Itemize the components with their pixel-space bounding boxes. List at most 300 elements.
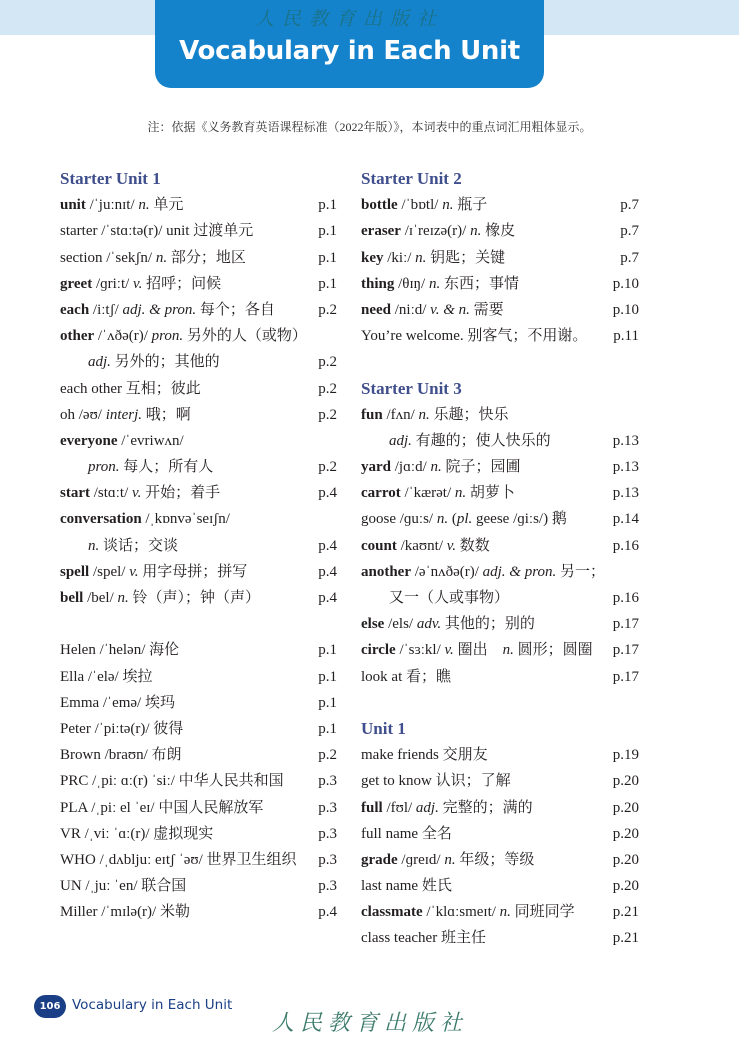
part-of-speech: pron. (88, 459, 120, 476)
page-reference: p.19 (612, 747, 639, 764)
entry-text (361, 826, 452, 842)
entry-segment: /kiː/ (383, 249, 416, 266)
entry-segment: WHO /ˌdʌbljuː eɪtʃ ˈəʊ/ 世界卫生组织 (60, 851, 297, 868)
page-reference: p.7 (620, 223, 639, 240)
entry-text (60, 250, 246, 266)
vocab-entry (361, 297, 639, 323)
header-tab (155, 0, 544, 88)
entry-segment: /əˈnʌðə(r)/ (411, 563, 483, 580)
entry-text (361, 223, 515, 239)
vocab-entry (60, 585, 337, 611)
key-word: spell (60, 563, 90, 580)
entry-segment: /kaʊnt/ (396, 537, 447, 554)
entry-segment: make friends 交朋友 (361, 747, 488, 764)
entry-segment: ( (448, 511, 457, 528)
unit-heading (361, 376, 639, 402)
entry-segment: 又一（人或事物） (389, 590, 510, 606)
vocab-entry (60, 376, 337, 402)
part-of-speech: adj. (389, 432, 412, 449)
unit-heading (361, 166, 639, 192)
entry-text (60, 904, 190, 920)
vocab-entry (361, 218, 639, 244)
vocabulary-column-right (361, 166, 639, 952)
entry-segment: 谈话；交谈 (99, 537, 179, 554)
entry-text (361, 407, 509, 423)
entry-text (60, 459, 213, 475)
part-of-speech: adj. (88, 354, 111, 371)
part-of-speech: adj. & pron. (482, 563, 557, 580)
entry-segment: 数数 (456, 537, 490, 554)
vocab-entry (60, 271, 337, 297)
page-reference: p.2 (318, 354, 337, 371)
page-reference: p.3 (318, 825, 337, 842)
page-reference: p.2 (318, 301, 337, 318)
page-reference: p.16 (612, 590, 639, 606)
vocab-entry (60, 428, 337, 454)
entry-segment: /els/ (384, 616, 417, 633)
key-word: yard (361, 459, 391, 476)
vocab-entry (60, 873, 337, 899)
entry-segment: PLA /ˌpiː el ˈeɪ/ 中国人民解放军 (60, 799, 264, 816)
vocab-entry (60, 795, 337, 821)
entry-segment: /ɪˈreɪzə(r)/ (400, 223, 471, 240)
page-reference: p.2 (318, 459, 337, 476)
page-reference: p.1 (318, 197, 337, 214)
vocab-entry (60, 533, 337, 559)
page-reference: p.1 (318, 275, 337, 292)
entry-segment: /ˈsɜːkl/ (395, 642, 445, 659)
entry-text (60, 564, 247, 580)
vocab-entry (361, 271, 639, 297)
vocab-entry (60, 480, 337, 506)
entry-segment: 铃（声）；钟（声） (128, 590, 261, 606)
unit-heading (60, 166, 337, 192)
entry-text (361, 616, 535, 632)
page-reference: p.11 (613, 328, 639, 345)
entry-segment: 哦；啊 (141, 406, 191, 423)
entry-text (60, 590, 260, 606)
entry-text (60, 328, 307, 344)
page-reference: p.10 (612, 301, 639, 318)
page-reference: p.4 (318, 590, 337, 606)
part-of-speech: n. (454, 485, 467, 502)
part-of-speech: n. (88, 537, 100, 554)
entry-text (361, 747, 488, 763)
entry-text (60, 223, 253, 239)
entry-segment: /ˈbɒtl/ (397, 197, 443, 214)
vocab-entry (60, 742, 337, 768)
key-word: key (361, 249, 384, 266)
entry-segment: /ˈjuːnɪt/ (85, 197, 139, 214)
page-reference: p.16 (612, 537, 639, 554)
spacer (361, 349, 639, 375)
vocab-entry (60, 637, 337, 663)
spacer (361, 690, 639, 716)
entry-text (361, 590, 509, 606)
key-word: carrot (361, 485, 401, 502)
entry-segment: /ɡreɪd/ (397, 851, 445, 868)
unit-heading-text: Unit 1 (361, 718, 406, 738)
footer-publisher-logo: 人民教育出版社 (271, 1011, 468, 1036)
entry-text (361, 852, 534, 868)
entry-segment: 橡皮 (481, 223, 516, 240)
entry-segment: Peter /ˈpiːtə(r)/ 彼得 (60, 720, 184, 737)
entry-segment: oh /əʊ/ (60, 406, 106, 423)
entry-segment: 院子；园圃 (441, 459, 521, 476)
vocab-entry (60, 664, 337, 690)
entry-text (361, 642, 593, 658)
entry-text (361, 250, 505, 266)
page-reference: p.21 (612, 930, 639, 947)
entry-text (361, 302, 504, 318)
page-reference: p.1 (318, 668, 337, 685)
entry-text (60, 669, 152, 685)
vocab-entry (60, 245, 337, 271)
page-reference: p.17 (612, 616, 639, 633)
entry-segment: /bel/ (83, 590, 118, 606)
vocab-entry (60, 349, 337, 375)
entry-segment: 有趣的；使人快乐的 (411, 432, 551, 449)
entry-text (361, 930, 486, 946)
entry-segment: /ˈkærət/ (400, 485, 455, 502)
entry-segment: 每人；所有人 (119, 459, 214, 476)
page-reference: p.20 (612, 851, 639, 868)
page-reference: p.4 (318, 904, 337, 921)
part-of-speech: pl. (456, 511, 473, 528)
publisher-logo: 人民教育出版社 (254, 8, 444, 30)
key-word: else (361, 616, 385, 633)
entry-text (60, 302, 275, 318)
vocab-entry (60, 192, 337, 218)
part-of-speech: n. (155, 249, 168, 266)
key-word: count (361, 537, 397, 554)
key-word: circle (361, 642, 396, 659)
unit-heading-text: Starter Unit 1 (60, 169, 161, 188)
entry-text (60, 381, 201, 397)
part-of-speech: adv. (416, 616, 442, 633)
entry-segment: /stɑːt/ (90, 485, 133, 502)
entry-segment: /ɡriːt/ (92, 275, 134, 292)
page-reference: p.17 (612, 668, 639, 685)
entry-segment: 圈出 (453, 642, 503, 659)
entry-text (361, 669, 451, 685)
part-of-speech: n. (418, 406, 430, 423)
vocab-entry (361, 454, 639, 480)
entry-text (361, 459, 521, 475)
vocab-entry (361, 506, 639, 532)
vocab-entry (361, 323, 639, 349)
entry-text (361, 197, 487, 213)
entry-segment: 钥匙；关键 (426, 249, 506, 266)
page-reference: p.20 (612, 825, 639, 842)
part-of-speech: n. (499, 904, 511, 921)
vocab-entry (361, 533, 639, 559)
key-word: conversation (60, 511, 142, 528)
part-of-speech: n. (138, 197, 150, 214)
entry-segment: 年级；等级 (455, 851, 535, 868)
vocab-entry (60, 821, 337, 847)
entry-text (60, 354, 220, 370)
vocab-entry (361, 873, 639, 899)
spacer (60, 611, 337, 637)
vocab-entry (361, 428, 639, 454)
page-reference: p.1 (318, 223, 337, 240)
entry-text (60, 800, 263, 816)
entry-text (361, 328, 587, 344)
vocab-entry (60, 716, 337, 742)
part-of-speech: adj. (415, 799, 439, 816)
vocab-entry (361, 664, 639, 690)
page-reference: p.1 (318, 249, 337, 266)
vocab-entry (60, 768, 337, 794)
part-of-speech: n. (117, 590, 129, 606)
vocabulary-column-left (60, 166, 337, 925)
part-of-speech: v. (133, 275, 143, 292)
page-reference: p.17 (612, 642, 639, 659)
part-of-speech: n. (428, 275, 441, 292)
page-reference: p.7 (620, 197, 639, 214)
vocab-entry (361, 402, 639, 428)
page-reference: p.13 (612, 485, 639, 502)
entry-text (60, 197, 183, 213)
page-reference: p.4 (318, 563, 337, 580)
vocab-entry (361, 611, 639, 637)
entry-segment: last name 姓氏 (361, 878, 452, 895)
page-reference: p.10 (612, 275, 639, 292)
page-reference: p.1 (318, 720, 337, 737)
page-reference: p.3 (318, 851, 337, 868)
entry-text (361, 485, 515, 501)
entry-segment: 开始；着手 (141, 485, 221, 502)
entry-segment: 东西；事情 (440, 275, 519, 292)
part-of-speech: n. (502, 642, 514, 659)
entry-text (60, 747, 182, 763)
entry-segment: /niːd/ (391, 301, 431, 318)
entry-text (60, 485, 220, 501)
entry-text (361, 878, 452, 894)
entry-segment: 同班同学 (510, 904, 575, 921)
entry-text (60, 511, 230, 527)
entry-text (60, 695, 175, 711)
vocab-entry (361, 245, 639, 271)
part-of-speech: n. (415, 249, 427, 266)
page-reference: p.2 (318, 406, 337, 423)
key-word: other (60, 328, 95, 345)
vocab-entry (60, 323, 337, 349)
page-reference: p.3 (318, 799, 337, 816)
page-reference: p.4 (318, 485, 337, 502)
note-text: 注：依据《义务教育英语课程标准（2022年版）》，本词表中的重点词汇用粗体显示。 (147, 120, 592, 134)
entry-text (361, 276, 519, 292)
key-word: eraser (361, 223, 401, 240)
entry-segment: 瓶子 (453, 197, 488, 214)
entry-text (60, 826, 213, 842)
page-reference: p.20 (612, 799, 639, 816)
part-of-speech: n. (444, 851, 456, 868)
key-word: full (361, 799, 383, 816)
vocab-entry (361, 480, 639, 506)
vocab-entry (361, 821, 639, 847)
vocab-entry (361, 192, 639, 218)
entry-segment: each other 互相；彼此 (60, 380, 201, 397)
key-word: classmate (361, 904, 423, 921)
part-of-speech: v. (132, 485, 142, 502)
unit-heading-text: Starter Unit 2 (361, 169, 462, 188)
vocab-entry (361, 742, 639, 768)
part-of-speech: n. (442, 197, 454, 214)
unit-heading-text: Starter Unit 3 (361, 378, 462, 398)
page-reference: p.20 (612, 878, 639, 895)
key-word: each (60, 301, 90, 318)
entry-segment: /ˈklɑːsmeɪt/ (422, 904, 500, 921)
key-word: everyone (60, 432, 118, 449)
vocab-entry (60, 506, 337, 532)
entry-text (60, 538, 178, 554)
entry-segment: 圆形；圆圈 (513, 642, 593, 659)
entry-segment: 完整的；满的 (438, 799, 533, 816)
page-reference: p.1 (318, 694, 337, 711)
vocab-entry (361, 768, 639, 794)
entry-segment: 另外的；其他的 (110, 354, 220, 371)
key-word: bottle (361, 197, 398, 214)
page-reference: p.13 (612, 432, 639, 449)
entry-segment: section /ˈsekʃn/ (60, 249, 156, 266)
entry-segment: /jɑːd/ (391, 459, 431, 476)
entry-text (60, 852, 297, 868)
vocab-entry (361, 847, 639, 873)
key-word: bell (60, 590, 84, 606)
entry-segment: /iːtʃ/ (89, 301, 123, 318)
vocab-entry (60, 454, 337, 480)
entry-segment: UN /ˌjuː ˈen/ 联合国 (60, 878, 187, 895)
vocab-entry (60, 899, 337, 925)
vocab-entry (361, 795, 639, 821)
entry-text (361, 564, 605, 580)
entry-segment: You’re welcome. 别客气；不用谢。 (361, 328, 588, 345)
entry-text (60, 642, 179, 658)
entry-text (361, 511, 567, 527)
vocab-entry (361, 637, 639, 663)
entry-text (361, 538, 490, 554)
key-word: unit (60, 197, 86, 214)
part-of-speech: v. (446, 537, 457, 554)
page-reference: p.3 (318, 878, 337, 895)
entry-segment: 乐趣；快乐 (429, 406, 509, 423)
entry-text (60, 407, 191, 423)
page-reference: p.4 (318, 537, 337, 554)
page-reference: p.2 (318, 380, 337, 397)
entry-segment: 部分；地区 (167, 249, 246, 266)
vocab-entry (60, 297, 337, 323)
entry-segment: look at 看；瞧 (361, 668, 451, 685)
entry-segment: 每个；各自 (196, 301, 275, 318)
entry-segment: 招呼；问候 (142, 275, 222, 292)
vocab-entry (361, 585, 639, 611)
footer-title: Vocabulary in Each Unit (72, 997, 233, 1013)
entry-text (60, 276, 221, 292)
part-of-speech: adj. & pron. (122, 301, 197, 318)
key-word: another (361, 563, 411, 580)
page-number-badge: 106 (34, 995, 66, 1018)
entry-segment: 另一； (556, 563, 606, 580)
entry-text (361, 800, 533, 816)
entry-text (60, 433, 184, 449)
page-reference: p.7 (620, 249, 639, 266)
entry-segment: /ˈevriwʌn/ (117, 432, 184, 449)
page-reference: p.20 (612, 773, 639, 790)
entry-segment: get to know 认识；了解 (361, 773, 511, 790)
entry-segment: starter /ˈstɑːtə(r)/ unit 过渡单元 (60, 223, 254, 240)
page-reference: p.1 (318, 642, 337, 659)
vocab-entry (361, 559, 639, 585)
entry-segment: full name 全名 (361, 825, 452, 842)
part-of-speech: n. (436, 511, 449, 528)
vocab-entry (361, 899, 639, 925)
key-word: need (361, 301, 391, 318)
key-word: fun (361, 406, 383, 423)
entry-text (60, 721, 183, 737)
entry-segment: Ella /ˈelə/ 埃拉 (60, 668, 153, 685)
entry-segment: geese /ɡiːs/) 鹅 (472, 511, 567, 528)
vocab-entry (60, 690, 337, 716)
entry-segment: 需要 (469, 301, 504, 318)
entry-segment: 另外的人（或物） (183, 328, 307, 345)
page-reference: p.21 (612, 904, 639, 921)
part-of-speech: pron. (151, 328, 184, 345)
vocab-entry (60, 402, 337, 428)
entry-segment: /fʌn/ (382, 406, 419, 423)
entry-text (361, 773, 511, 789)
entry-text (361, 904, 575, 920)
key-word: grade (361, 851, 398, 868)
page-reference: p.3 (318, 773, 337, 790)
key-word: start (60, 485, 90, 502)
entry-segment: /fʊl/ (382, 799, 416, 816)
part-of-speech: n. (470, 223, 482, 240)
entry-segment: 单元 (149, 197, 184, 214)
entry-segment: /spel/ (89, 563, 130, 580)
page-reference: p.14 (612, 511, 639, 528)
entry-segment: Emma /ˈemə/ 埃玛 (60, 694, 175, 711)
part-of-speech: v. & n. (430, 301, 470, 318)
page-reference: p.2 (318, 747, 337, 764)
entry-text (361, 433, 551, 449)
entry-segment: PRC /ˌpiː ɑː(r) ˈsiː/ 中华人民共和国 (60, 773, 284, 790)
vocab-entry (361, 925, 639, 951)
entry-text (60, 878, 186, 894)
entry-segment: 用字母拼；拼写 (138, 563, 248, 580)
entry-segment: /θɪŋ/ (394, 275, 429, 292)
key-word: thing (361, 275, 395, 292)
part-of-speech: v. (129, 563, 139, 580)
entry-segment: /ˈʌðə(r)/ (94, 328, 152, 345)
unit-heading (361, 716, 639, 742)
entry-segment: /ˌkɒnvəˈseɪʃn/ (141, 511, 230, 528)
key-word: greet (60, 275, 93, 292)
entry-segment: Miller /ˈmɪlə(r)/ 米勒 (60, 904, 190, 921)
entry-text (60, 773, 284, 789)
part-of-speech: v. (444, 642, 454, 659)
vocab-entry (60, 847, 337, 873)
entry-segment: Brown /braʊn/ 布朗 (60, 747, 182, 764)
page-title: Vocabulary in Each Unit (179, 36, 520, 66)
entry-segment: 其他的；别的 (441, 616, 535, 633)
vocab-entry (60, 559, 337, 585)
entry-segment: VR /ˌviː ˈɑː(r)/ 虚拟现实 (60, 825, 214, 842)
vocab-entry (60, 218, 337, 244)
entry-segment: class teacher 班主任 (361, 930, 486, 947)
entry-segment: Helen /ˈhelən/ 海伦 (60, 642, 180, 659)
